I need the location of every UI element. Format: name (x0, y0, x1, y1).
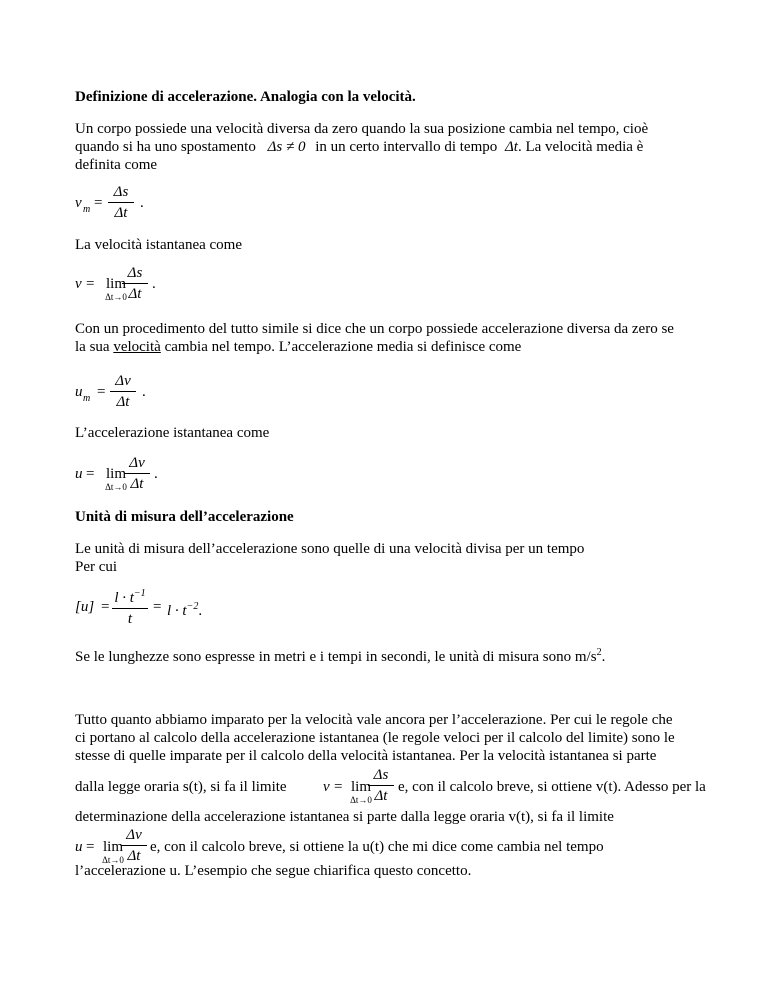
fraction-bar (122, 283, 148, 284)
paragraph-line: Con un procedimento del tutto simile si dice che un corpo possiede accelerazione diversa da zero se (75, 321, 674, 337)
eq-end: . (152, 276, 156, 292)
fraction-bar (121, 845, 147, 846)
eq-equals: = (94, 195, 103, 211)
text: cambia nel tempo. L’accelerazione media si definisce come (160, 339, 522, 355)
paragraph-line (75, 338, 521, 356)
numerator (112, 585, 148, 607)
fraction (122, 264, 148, 303)
eq-end: . (142, 384, 146, 400)
eq-lhs: u (75, 384, 83, 400)
denominator: Δt (114, 205, 128, 221)
numerator: Δv (115, 373, 131, 389)
numerator: Δs (373, 767, 389, 783)
eq-end: . (154, 466, 158, 482)
lim-subscript: Δt→0 (350, 795, 372, 805)
eq-end: . (140, 195, 144, 211)
eq-equals: = (153, 599, 162, 615)
paragraph-line: definita come (75, 157, 158, 173)
fraction (112, 585, 148, 628)
eq-rhs (167, 598, 202, 620)
text: . La velocità media è (517, 139, 644, 155)
denominator: Δt (130, 476, 144, 492)
underlined-word: velocità (113, 339, 161, 355)
denominator: Δt (116, 394, 130, 410)
lim-subscript: Δt→0 (105, 292, 127, 302)
paragraph-line: ci portano al calcolo della accelerazione istantanea (le regole veloci per il calcolo del limite) sono le (75, 730, 675, 746)
fraction-bar (110, 391, 136, 392)
eq-equals: = (86, 839, 95, 855)
paragraph-line: determinazione della accelerazione istantanea si parte dalla legge oraria v(t), si fa il limite (75, 809, 614, 825)
lim-word: lim (350, 779, 371, 795)
fraction-bar (112, 608, 148, 609)
section-title: Definizione di accelerazione. Analogia con la velocità. (75, 89, 416, 105)
fraction-bar (108, 202, 134, 203)
paragraph-line: dalla legge oraria s(t), si fa il limite (75, 779, 287, 795)
fraction (368, 766, 394, 805)
eq-lhs: v (75, 276, 82, 292)
eq-lhs: u (75, 839, 83, 855)
paragraph-line: L’accelerazione istantanea come (75, 425, 270, 441)
eq-lhs: v (75, 195, 82, 211)
fraction (121, 826, 147, 865)
paragraph-line: stesse di quelle imparate per il calcolo della velocità istantanea. Per la velocità istantanea si parte (75, 748, 657, 764)
numerator: Δv (129, 455, 145, 471)
eq-equals: = (97, 384, 106, 400)
paragraph-line: Per cui (75, 559, 118, 575)
eq-end: . (198, 603, 203, 619)
paragraph-line: Un corpo possiede una velocità diversa da zero quando la sua posizione cambia nel tempo, cioè (75, 121, 649, 137)
denominator: t (127, 611, 133, 627)
eq-subscript: m (83, 393, 91, 404)
rhs-exponent: −2 (186, 601, 199, 612)
eq-equals: = (334, 779, 343, 795)
eq-equals: = (101, 599, 110, 615)
lim-subscript: Δt→0 (105, 482, 127, 492)
text: la sua (75, 339, 114, 355)
numerator: Δs (127, 265, 143, 281)
numerator: Δv (126, 827, 142, 843)
eq-lhs: [u] (75, 599, 95, 615)
paragraph-line (75, 644, 605, 666)
section-title: Unità di misura dell’accelerazione (75, 509, 294, 525)
inline-math: Δs ≠ 0 (267, 139, 306, 155)
eq-equals: = (86, 466, 95, 482)
fraction-bar (368, 785, 394, 786)
eq-equals: = (86, 276, 95, 292)
fraction (124, 454, 150, 493)
lim-word: lim (105, 276, 126, 292)
paragraph-line: e, con il calcolo breve, si ottiene la u(t) che mi dice come cambia nel tempo (150, 839, 604, 855)
paragraph-line: Le unità di misura dell’accelerazione sono quelle di una velocità divisa per un tempo (75, 541, 585, 557)
lim-word: lim (105, 466, 126, 482)
lim-word: lim (102, 839, 123, 855)
rhs-base: l · t (167, 603, 187, 619)
paragraph-line (75, 138, 643, 156)
eq-subscript: m (83, 204, 91, 215)
denominator: Δt (374, 788, 388, 804)
num-exponent: −1 (133, 588, 146, 599)
denominator: Δt (128, 286, 142, 302)
numerator: Δs (113, 184, 129, 200)
fraction (110, 372, 136, 411)
text: in un certo intervallo di tempo (315, 139, 498, 155)
lim-subscript: Δt→0 (102, 855, 124, 865)
num-base: l · t (114, 590, 134, 606)
paragraph-line: l’accelerazione u. L’esempio che segue chiarifica questo concetto. (75, 863, 472, 879)
text: Se le lunghezze sono espresse in metri e i tempi in secondi, le unità di misura sono m/s (75, 649, 597, 665)
denominator: Δt (127, 848, 141, 864)
eq-lhs: u (75, 466, 83, 482)
superscript: 2 (596, 647, 602, 658)
paragraph-line: La velocità istantanea come (75, 237, 242, 253)
fraction (108, 183, 134, 222)
paragraph-line: e, con il calcolo breve, si ottiene v(t). Adesso per la (398, 779, 706, 795)
fraction-bar (124, 473, 150, 474)
text: quando si ha uno spostamento (75, 139, 256, 155)
eq-lhs: v (323, 779, 330, 795)
paragraph-line: Tutto quanto abbiamo imparato per la velocità vale ancora per l’accelerazione. Per cui le regole che (75, 712, 673, 728)
text: . (601, 649, 606, 665)
inline-math: Δt (505, 139, 518, 155)
